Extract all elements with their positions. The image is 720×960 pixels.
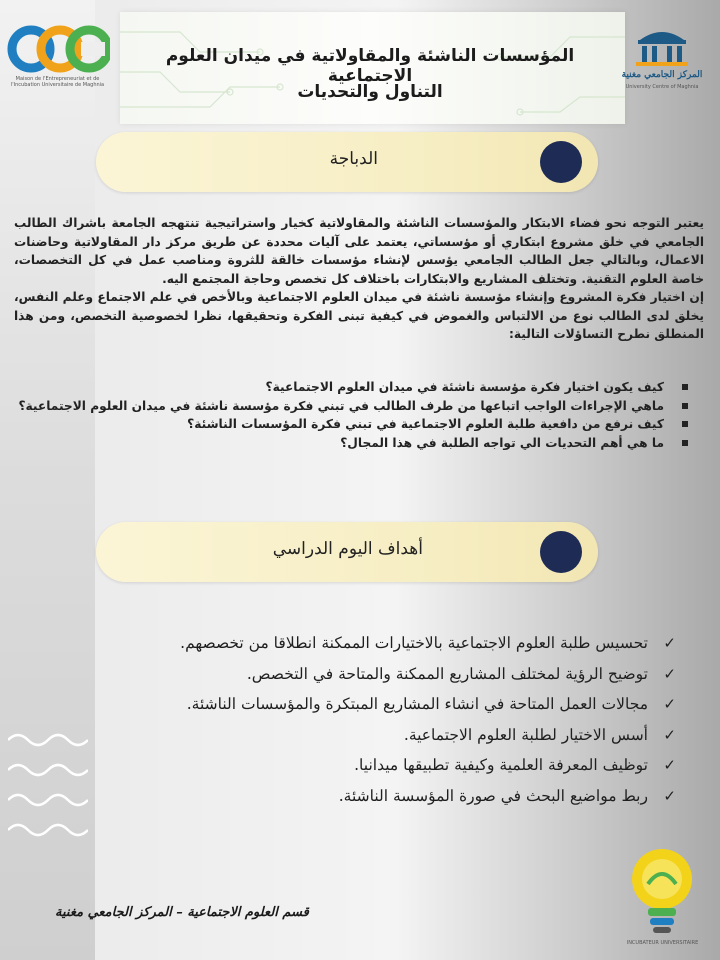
bulb-caption: INCUBATEUR UNIVERSITAIRE: [626, 940, 699, 946]
question-item: [14, 415, 704, 434]
preamble-paragraph-2: إن اختيار فكرة المشروع وإنشاء مؤسسة ناشئة في ميدان العلوم الاجتماعية وبالأخص في علم الاجتماع وعلم النفس، يخلق لدى الطالب نوع من الالتباس والغموض في كيفية تبنى الفكرة وتحقيقها، نظرا لخصوصية التخصص، ومن هذا المنطلق نطرح التساؤلات التالية:: [14, 290, 704, 341]
entrepreneurship-house-logo: [5, 22, 110, 97]
question-item: [14, 378, 704, 397]
preamble-title: الدباجة: [329, 149, 378, 169]
square-bullet-icon: [682, 421, 688, 427]
goals-banner: [96, 522, 598, 582]
question-item: [14, 434, 704, 453]
university-centre-logo: [612, 22, 712, 97]
goal-text: تحسيس طلبة العلوم الاجتماعية بالاختيارات الممكنة انطلاقا من تخصصهم.: [180, 634, 648, 652]
question-text: ما هي أهم التحديات الي تواجه الطلبة في هذا المجال؟: [340, 435, 664, 450]
goal-item: [96, 750, 680, 781]
banner-dot-icon: [540, 531, 582, 573]
goal-item: [96, 720, 680, 751]
title-line-1: المؤسسات الناشئة والمقاولاتية في ميدان العلوم الاجتماعية: [165, 46, 575, 86]
footer-signature: قسم العلوم الاجتماعية – المركز الجامعي مغنية: [55, 905, 309, 920]
checkmark-icon: ✓: [663, 725, 676, 744]
banner-dot-icon: [540, 141, 582, 183]
goals-title: أهداف اليوم الدراسي: [272, 539, 423, 559]
goal-item: [96, 659, 680, 690]
goals-list: [96, 628, 680, 811]
square-bullet-icon: [682, 384, 688, 390]
questions-list: [14, 378, 704, 452]
checkmark-icon: ✓: [663, 664, 676, 683]
goal-text: توظيف المعرفة العلمية وكيفية تطبيقها ميدانيا.: [354, 756, 648, 774]
header-title-box: [120, 12, 625, 124]
goal-text: توضيح الرؤية لمختلف المشاريع الممكنة والمتاحة في التخصص.: [246, 664, 648, 683]
goal-text: أسس الاختيار لطلبة العلوم الاجتماعية.: [403, 725, 648, 744]
checkmark-icon: ✓: [663, 756, 676, 774]
lightbulb-icon: [620, 844, 705, 939]
preamble-paragraph-1: يعتبر التوجه نحو فضاء الابتكار والمؤسسات الناشئة والمقاولاتية كخيار واستراتيجية تنتهجه الجامعة باشراك الطالب الجامعي في خلق مشروع ابتكاري أو مؤسساتي، يعتمد على آليات محددة عن طريق مركز دار المقاولاتية وحاضنات الاعمال، وبالتالي جعل الطالب الجامعي يؤسس لإنشاء مؤسسات خالقة للثروة ومناصب عمل في كل التخصصات، خاصة العلوم التقنية. وتختلف المشاريع والابتكارات باختلاف كل تخصص وحاجة المجتمع اليه.: [14, 216, 704, 286]
preamble-text: [14, 214, 704, 344]
checkmark-icon: ✓: [663, 634, 676, 652]
question-text: كيف نرفع من دافعية طلبة العلوم الاجتماعية في تبني فكرة المؤسسات الناشئة؟: [187, 417, 664, 431]
goal-item: [96, 689, 680, 720]
square-bullet-icon: [682, 403, 688, 409]
preamble-banner: [96, 132, 598, 192]
question-item: [14, 397, 704, 416]
goal-text: مجالات العمل المتاحة في انشاء المشاريع المبتكرة والمؤسسات الناشئة.: [186, 695, 648, 713]
checkmark-icon: ✓: [663, 695, 676, 713]
title-line-2: التناول والتحديات: [297, 82, 443, 102]
logo-left-caption: Maison de l'Entrepreneuriat et de l'Incubation Universitaire de Maghnia: [10, 76, 105, 88]
logo-right-caption-ar: المركز الجامعي مغنية: [621, 70, 703, 80]
wave-lines-decoration: [8, 720, 88, 840]
university-building-icon: [612, 22, 712, 68]
goal-text: ربط مواضيع البحث في صورة المؤسسة الناشئة.: [338, 786, 648, 805]
question-text: ماهي الإجراءات الواجب اتباعها من طرف الطالب في تبني فكرة مؤسسة ناشئة في ميدان العلوم الاجتماعية؟: [18, 398, 664, 413]
goal-item: [96, 628, 680, 659]
square-bullet-icon: [682, 440, 688, 446]
logo-right-caption-en: University Centre of Maghnia: [625, 84, 699, 90]
question-text: كيف يكون اختيار فكرة مؤسسة ناشئة في ميدان العلوم الاجتماعية؟: [265, 380, 664, 394]
cmc-logo-icon: [5, 22, 110, 74]
incubator-logo: [620, 844, 705, 954]
goal-item: [96, 781, 680, 812]
checkmark-icon: ✓: [663, 786, 676, 805]
